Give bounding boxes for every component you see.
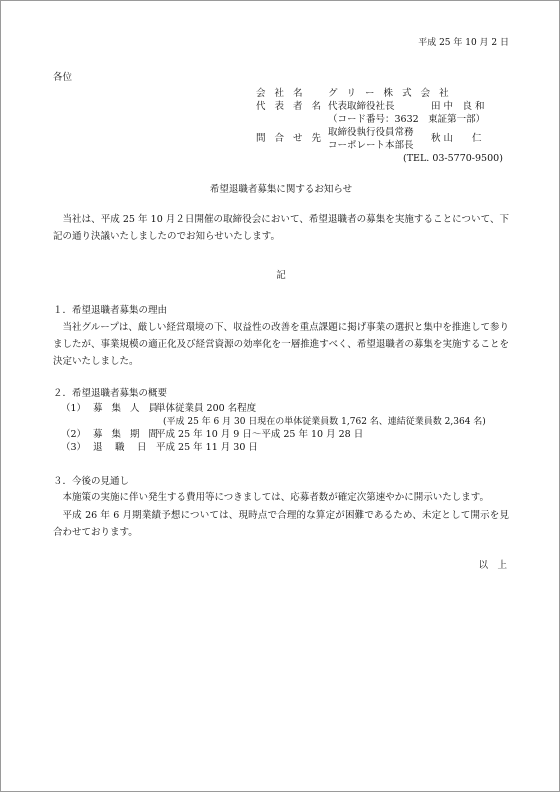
section3-heading: ３．今後の見通し [53,476,130,487]
representative-label: 代 表 者 名 [256,101,325,112]
item3-number: （3） [61,442,87,453]
item3-label: 退 職 日 [93,442,147,453]
contact-title-2: コーポレート本部長 [328,140,414,151]
intro-paragraph: 当社は、平成 25 年 10 月２日開催の取締役会において、希望退職者の募集を実施することについて、下記の通り決議いたしましたのでお知らせいたします。 [53,214,509,242]
contact-phone: (TEL. 03-5770-9500) [403,153,503,164]
contact-label: 問 合 せ 先 [256,133,325,144]
closing-mark: 以 上 [478,560,507,571]
item1-number: （1） [61,403,87,414]
item2-label: 募 集 期 間 [93,429,162,440]
stock-code: （コード番号：3632 東証第一部） [328,114,486,125]
contact-name: 秋 山 仁 [431,133,482,144]
ki-marker: 記 [276,270,286,281]
company-name: グ リ ー 株 式 会 社 [328,88,452,99]
item1-value: 単体従業員 200 名程度 [156,403,257,414]
item3-value: 平成 25 年 11 月 30 日 [156,442,258,453]
contact-title-1: 取締役執行役員常務 [328,127,414,138]
section1-heading: １．希望退職者募集の理由 [53,305,168,316]
item2-number: （2） [61,429,87,440]
section2-heading: ２．希望退職者募集の概要 [53,388,168,399]
document-title: 希望退職者募集に関するお知らせ [209,184,353,195]
addressee: 各位 [53,72,73,83]
section3-paragraph-2: 平成 26 年 6 月期業績予想については、現時点で合理的な算定が困難であるため、未定として開示を見合わせております。 [53,510,509,538]
item1-label: 募 集 人 員 [93,403,162,414]
section3-paragraph-1: 本施策の実施に伴い発生する費用等につきましては、応募者数が確定次第速やかに開示いたします。 [62,492,490,503]
document-date: 平成 25 年 10 月 2 日 [418,38,509,48]
company-label: 会 社 名 [256,88,306,99]
representative-name: 田 中 良 和 [431,101,485,112]
item2-value: 平成 25 年 10 月 9 日～平成 25 年 10 月 28 日 [156,429,364,440]
section1-body: 当社グループは、厳しい経営環境の下、収益性の改善を重点課題に掲げ事業の選択と集中を推進して参りましたが、事業規模の適正化及び経営資源の効率化を一層推進すべく、希望退職者の募集を実施することを決定いたしました。 [53,322,509,367]
representative-title: 代表取締役社長 [328,101,395,112]
item1-note: (平成 25 年 6 月 30 日現在の単体従業員数 1,762 名、連結従業員数 2,364 名) [163,417,486,427]
